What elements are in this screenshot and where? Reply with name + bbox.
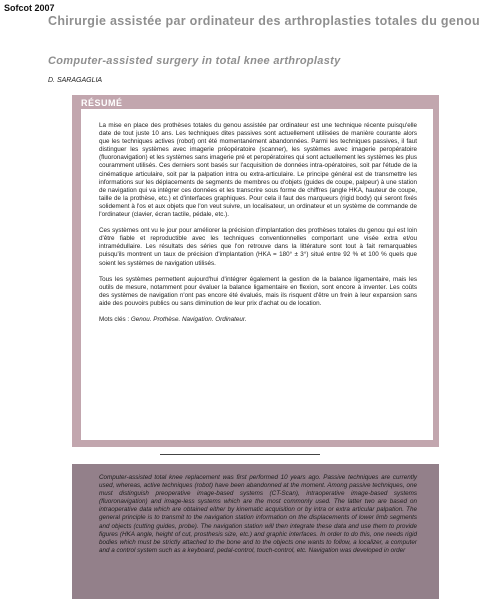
journal-tag: Sofcot 2007 [4,3,55,13]
article-title-fr: Chirurgie assistée par ordinateur des arthroplasties totales du genou [48,14,480,28]
resume-heading: RÉSUMÉ [81,98,123,108]
section-divider [160,454,320,455]
resume-paragraph-2: Ces systèmes ont vu le jour pour améliorer la précision d'implantation des prothèses totales du genou qui est loin d'être fiable et reproductible avec les techniques conventionnelles comportant une visée extra et/ou intramédullaire. Les résultats des séries que l'on retrouve dans la littérature sont tout à fait remarquables puisqu'ils montrent un taux de précision d'implantation (HKA = 180° ± 3°) situé entre 92 % et 100 % quels que soient les systèmes de navigation utilisés. [99,227,417,267]
resume-body [99,122,417,332]
keywords-list: Genou. Prothèse. Navigation. Ordinateur. [130,315,247,323]
author: D. SARAGAGLIA [48,77,103,84]
abstract-body: Computer-assisted total knee replacement was first performed 10 years ago. Passive techniques are currently used, whereas, active techniques (robot) have been abandonned at the moment. Among passive techniques, one must distinguish preoperative image-based systems (CT-Scan), intraoperative image-based systems (fluoronavigation) and image-less systems which are the most commonly used. The latter two are based on intraoperative data which are obtained either by kinematic acquisition or by intra or extra articular palpation. The general principle is to transmit to the navigation station information on the displacements of lower limb segments and objects (cutting guides, probe). The navigation station will then integrate these data and use them to provide figures (HKA angle, height of cut, prosthesis size, etc.) and graphic interfaces. In order to do this, one needs rigid bodies which must be strictly attached to the bone and to the objects one wants to follow, a localizer, a computer and a control system such as a keyboard, pedal-control, touch-control, etc. Navigation was developed in order [99,474,417,554]
article-title-en: Computer-assisted surgery in total knee arthroplasty [48,55,341,67]
keywords-label: Mots clés : [99,315,130,323]
resume-paragraph-1: La mise en place des prothèses totales du genou assistée par ordinateur est une technique récente puisqu'elle date de tout juste 10 ans. Les techniques dites passives sont actuellement utilisées de manière courante alors que les techniques actives (robot) ont été momentanément abandonnées. Parmi les techniques passives, il faut distinguer les systèmes avec imagerie préopératoire (scanner), les systèmes avec imagerie peropératoire (fluoronavigation) et les systèmes sans imagerie pré et peropératoires qui sont actuellement les systèmes les plus couramment utilisés. Ces derniers sont basés sur l'acquisition de données intra-opératoires, soit par l'étude de la cinématique articulaire, soit par la palpation intra ou extra-articulaire. Le principe général est de transmettre les informations sur les déplacements de segments de membres ou d'objets (guides de coupe, palpeur) à une station de navigation qui va intégrer ces données et les transcrire sous forme de chiffres (angle HKA, hauteur de coupe, taille de la prothèse, etc.) et d'interfaces graphiques. Pour cela il faut des marqueurs (rigid body) qui seront fixés solidement à l'os et aux objets que l'on veut suivre, un localisateur, un ordinateur et un système de commande de l'ordinateur (clavier, écran tactile, pédale, etc.). [99,122,417,219]
resume-keywords [99,316,417,324]
resume-paragraph-3: Tous les systèmes permettent aujourd'hui d'intégrer également la gestion de la balance ligamentaire, mais les outils de mesure, notamment pour évaluer la balance ligamentaire en flexion, sont encore à inventer. Les coûts des systèmes de navigation n'ont pas encore été évalués, mais ils risquent d'être un frein à leur expansion sans aide des pouvoirs publics ou sans diminution de leur prix d'achat ou de location. [99,275,417,307]
